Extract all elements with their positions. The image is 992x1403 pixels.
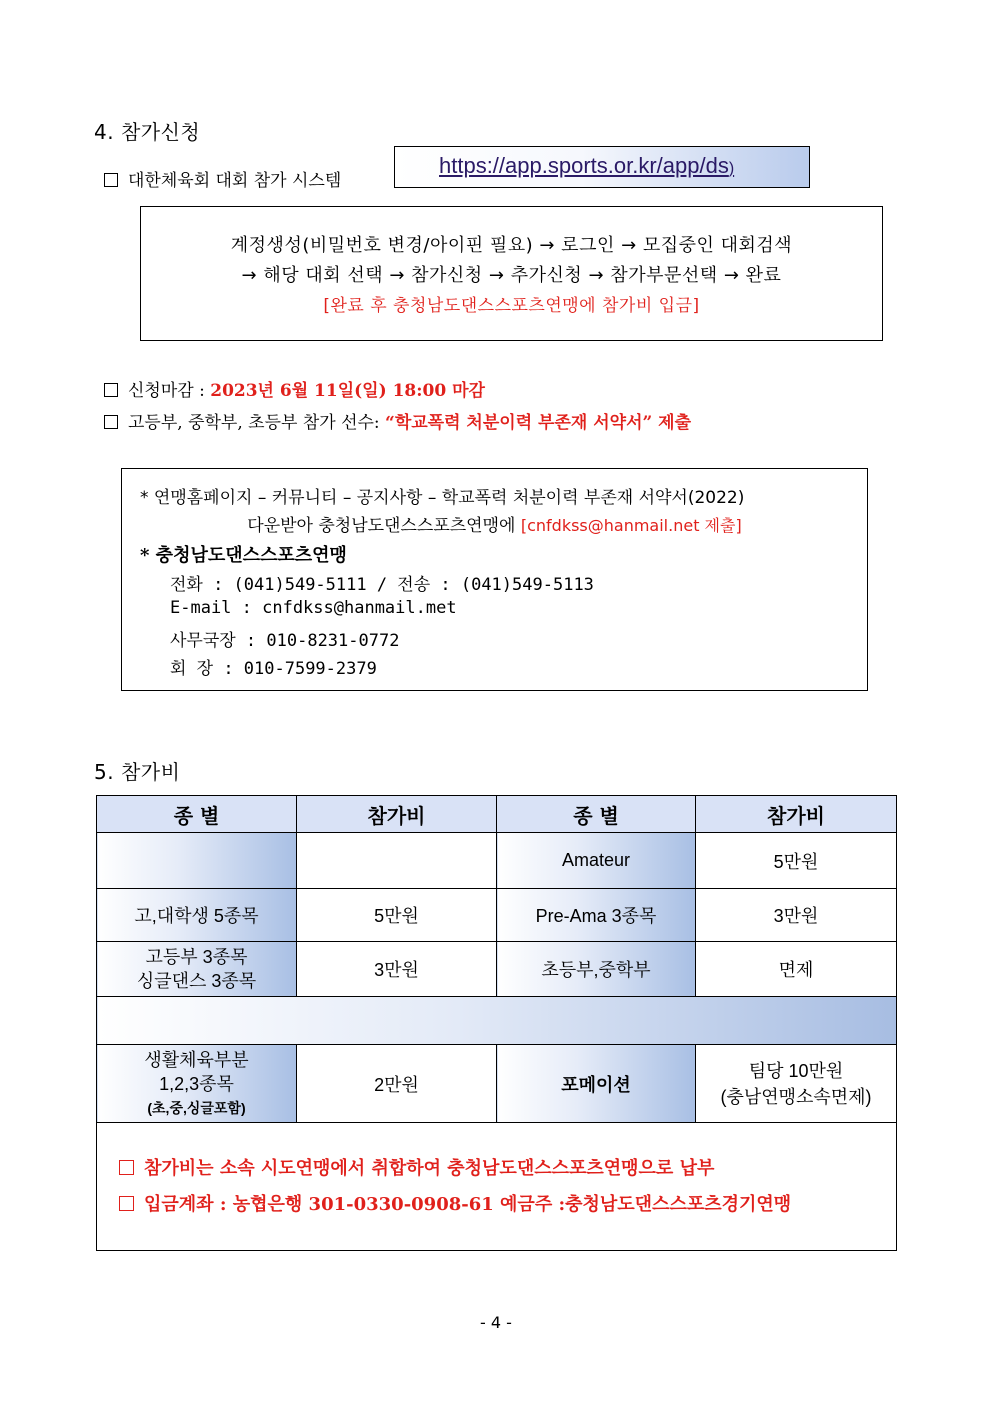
email: E-mail : cnfdkss@hanmail.met	[170, 598, 457, 618]
table-row	[97, 833, 897, 889]
note-line-2: 입금계좌 : 농협은행 301-0330-0908-61 예금주 :충청남도댄스스포츠경기연맹	[119, 1187, 896, 1223]
note-line-1: 참가비는 소속 시도연맹에서 취합하여 충청남도댄스스포츠연맹으로 납부	[119, 1151, 896, 1187]
header-category-1: 종 별	[97, 796, 297, 833]
table-cell: 초등부,중학부	[497, 942, 696, 997]
table-cell: 포메이션	[497, 1045, 696, 1123]
org-name: * 충청남도댄스스포츠연맹	[140, 545, 347, 566]
table-header-row	[97, 796, 897, 833]
table-cell: 3만원	[297, 942, 497, 997]
checkbox-icon	[119, 1196, 134, 1211]
table-row	[97, 889, 897, 942]
table-cell	[297, 833, 497, 889]
system-label-line	[104, 166, 341, 191]
table-cell: 생활체육부분 1,2,3종목 (초,중,싱글포함)	[97, 1045, 297, 1123]
contact-info-box	[121, 468, 868, 691]
deadline-value: 2023년 6월 11일(일) 18:00 마감	[210, 381, 485, 401]
table-cell: 3만원	[696, 889, 897, 942]
system-label: 대한체육회 대회 참가 시스템	[128, 171, 342, 191]
table-cell: 면제	[696, 942, 897, 997]
checkbox-icon	[104, 173, 118, 187]
table-cell: 팀당 10만원 (충남연맹소속면제)	[696, 1045, 897, 1123]
president-phone: 회 장 : 010-7599-2379	[170, 659, 377, 679]
table-cell: 2만원	[297, 1045, 497, 1123]
checkbox-icon	[104, 415, 118, 429]
secretary-phone: 사무국장 : 010-8231-0772	[170, 631, 400, 651]
school-violence-line	[104, 408, 691, 433]
section-4-title: 4. 참가신청	[94, 120, 201, 144]
table-row	[97, 1045, 897, 1123]
steps-line-3: [완료 후 충청남도댄스스포츠연맹에 참가비 입금]	[323, 296, 700, 316]
system-url-link[interactable]: https://app.sports.or.kr/app/ds)	[439, 153, 735, 178]
table-cell: 5만원	[297, 889, 497, 942]
steps-line-1: 계정생성(비밀번호 변경/아이핀 필요) → 로그인 → 모집중인 대회검색	[230, 235, 793, 256]
spacer-cell	[97, 997, 897, 1045]
school-label: 고등부, 중학부, 초등부 참가 선수:	[128, 413, 386, 433]
table-notes-row	[97, 1123, 897, 1251]
info-line-2: 다운받아 충청남도댄스스포츠연맹에 [cnfdkss@hanmail.net 제출]	[247, 516, 742, 536]
steps-line-2: → 해당 대회 선택 → 참가신청 → 추가신청 → 참가부문선택 → 완료	[241, 265, 782, 286]
fee-table	[96, 795, 897, 1251]
notes-cell	[97, 1123, 897, 1251]
header-fee-1: 참가비	[297, 796, 497, 833]
table-row	[97, 942, 897, 997]
table-cell: 고등부 3종목 싱글댄스 3종목	[97, 942, 297, 997]
deadline-line	[104, 376, 485, 401]
checkbox-icon	[119, 1160, 134, 1175]
checkbox-icon	[104, 383, 118, 397]
header-fee-2: 참가비	[696, 796, 897, 833]
deadline-label: 신청마감 :	[128, 381, 211, 401]
table-cell	[97, 833, 297, 889]
table-cell: 5만원	[696, 833, 897, 889]
header-category-2: 종 별	[497, 796, 696, 833]
application-steps-box	[140, 206, 883, 341]
table-spacer-row	[97, 997, 897, 1045]
phone-fax: 전화 : (041)549-5111 / 전송 : (041)549-5113	[170, 575, 594, 595]
table-cell: 고,대학생 5종목	[97, 889, 297, 942]
system-url-box	[394, 146, 810, 188]
info-line-1: * 연맹홈페이지 – 커뮤니티 – 공지사항 – 학교폭력 처분이력 부존재 서약서(2022)	[140, 488, 745, 508]
school-value: “학교폭력 처분이력 부존재 서약서” 제출	[385, 413, 692, 433]
table-cell: Pre-Ama 3종목	[497, 889, 696, 942]
section-5-title: 5. 참가비	[94, 760, 181, 784]
page-number: - 4 -	[480, 1313, 512, 1332]
table-cell: Amateur	[497, 833, 696, 889]
